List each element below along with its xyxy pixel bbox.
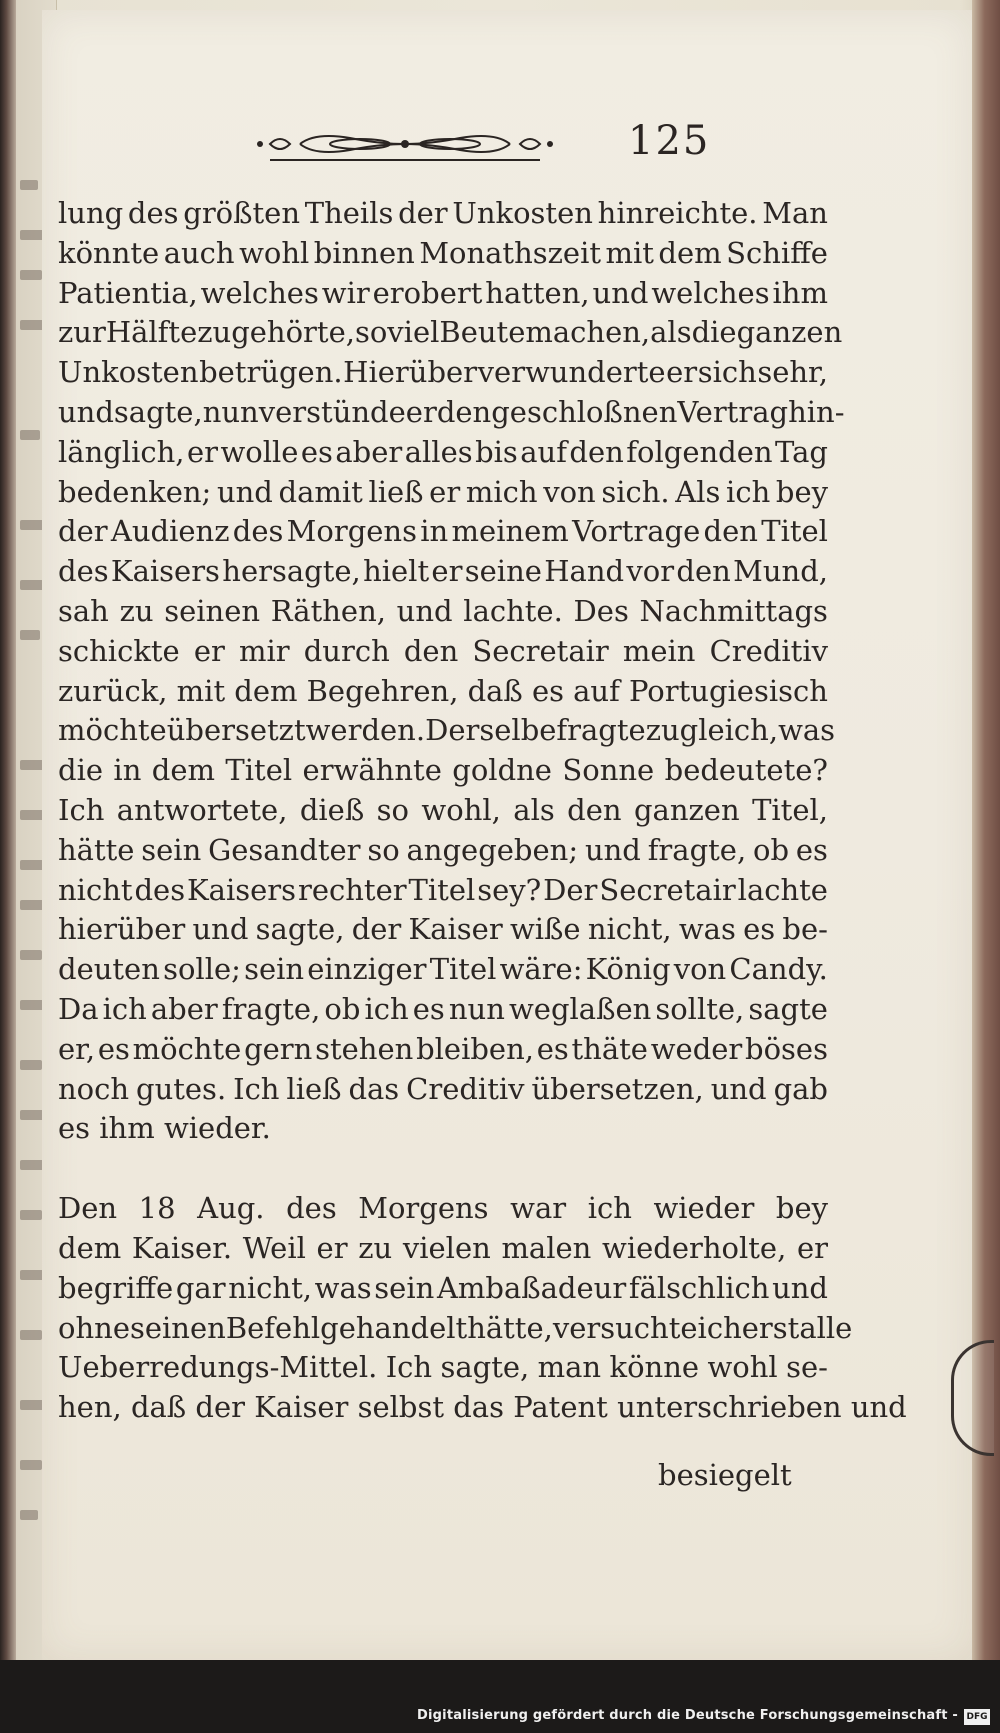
text-line: Den 18 Aug. des Morgens war ich wieder bey	[58, 1191, 828, 1226]
ink-bleed	[20, 630, 40, 640]
paragraph	[58, 1189, 907, 1428]
text-line: schickte er mir durch den Secretair mein Creditiv	[58, 633, 828, 668]
text-line: Patientia, welches wir erobert hatten, und welches ihm	[58, 275, 828, 310]
text-line: hätte sein Gesandter so angegeben; und fragte, ob es	[58, 832, 828, 867]
text-line: er, es möchte gern stehen bleiben, es thäte weder böses	[58, 1031, 828, 1066]
text-line: Ueberredungs-Mittel. Ich sagte, man könne wohl se-	[58, 1350, 828, 1385]
text-line: des Kaisers hersagte, hielt er seine Hand vor den Mund,	[58, 554, 828, 589]
ink-bleed	[20, 1210, 42, 1220]
ink-bleed	[20, 430, 40, 440]
ink-bleed	[20, 950, 42, 960]
text-line: begriffe gar nicht, was sein Ambaßadeur fälschlich und	[58, 1270, 828, 1305]
text-line: es ihm wieder.	[58, 1111, 271, 1146]
text-line: könnte auch wohl binnen Monathszeit mit dem Schiffe	[58, 235, 828, 270]
ink-bleed	[20, 1400, 44, 1410]
page-number: 125	[628, 118, 711, 164]
book-binding-left	[0, 0, 16, 1660]
paragraph-gap	[58, 1149, 828, 1189]
text-line: zur Hälfte zugehörte, so viel Beute machen, als die ganzen	[58, 315, 843, 350]
ink-bleed	[20, 230, 44, 240]
text-line: hen, daß der Kaiser selbst das Patent unterschrieben und	[58, 1390, 907, 1425]
ink-bleed	[20, 180, 38, 190]
text-line: nicht des Kaisers rechter Titel sey? Der Secretair lachte	[58, 872, 828, 907]
text-line: deuten solle; sein einziger Titel wäre: König von Candy.	[58, 952, 828, 987]
ink-bleed	[20, 270, 42, 280]
body-text	[58, 194, 907, 1428]
book-clasp	[951, 1340, 994, 1456]
decorative-ornament-icon	[250, 126, 560, 162]
dfg-logo-icon: DFG	[964, 1709, 990, 1725]
scan-footer-band	[0, 1660, 1000, 1733]
text-line: lung des größten Theils der Unkosten hinreichte. Man	[58, 196, 828, 230]
paragraph	[58, 194, 845, 1149]
digitization-credit: Digitalisierung gefördert durch die Deutsche Forschungsgemeinschaft -	[417, 1708, 958, 1723]
text-line: hierüber und sagte, der Kaiser wiße nicht, was es be-	[58, 912, 828, 947]
text-line: zurück, mit dem Begehren, daß es auf Portugiesisch	[58, 673, 828, 708]
text-line: der Audienz des Morgens in meinem Vortrage den Titel	[58, 514, 828, 549]
text-line: dem Kaiser. Weil er zu vielen malen wiederholte, er	[58, 1230, 828, 1265]
text-line: Unkosten betrügen. Hierüber verwunderte er sich sehr,	[58, 355, 828, 390]
ink-bleed	[20, 1270, 44, 1280]
text-line: noch gutes. Ich ließ das Creditiv übersetzen, und gab	[58, 1071, 828, 1106]
text-line: und sagte, nun verstünde er den geschloßnen Vertrag hin-	[58, 394, 845, 429]
ink-bleed	[20, 1060, 42, 1070]
text-line: ohne seinen Befehl gehandelt hätte, versuchte ich erst alle	[58, 1310, 853, 1345]
text-line: die in dem Titel erwähnte goldne Sonne bedeutete?	[58, 753, 828, 788]
text-line: bedenken; und damit ließ er mich von sich. Als ich bey	[58, 474, 828, 509]
text-line: Da ich aber fragte, ob ich es nun weglaßen sollte, sagte	[58, 991, 828, 1026]
text-line: sah zu seinen Räthen, und lachte. Des Nachmittags	[58, 593, 828, 628]
text-line: Ich antwortete, dieß so wohl, als den ganzen Titel,	[58, 792, 828, 827]
text-line: möchte übersetzt werden. Derselbe fragte zugleich, was	[58, 713, 836, 748]
ink-bleed	[20, 1330, 42, 1340]
catchword: besiegelt	[658, 1458, 792, 1492]
ink-bleed	[20, 1460, 42, 1470]
ink-bleed	[20, 1510, 38, 1520]
ink-bleed	[20, 580, 44, 590]
text-line: länglich, er wolle es aber alles bis auf den folgenden Tag	[58, 434, 828, 469]
